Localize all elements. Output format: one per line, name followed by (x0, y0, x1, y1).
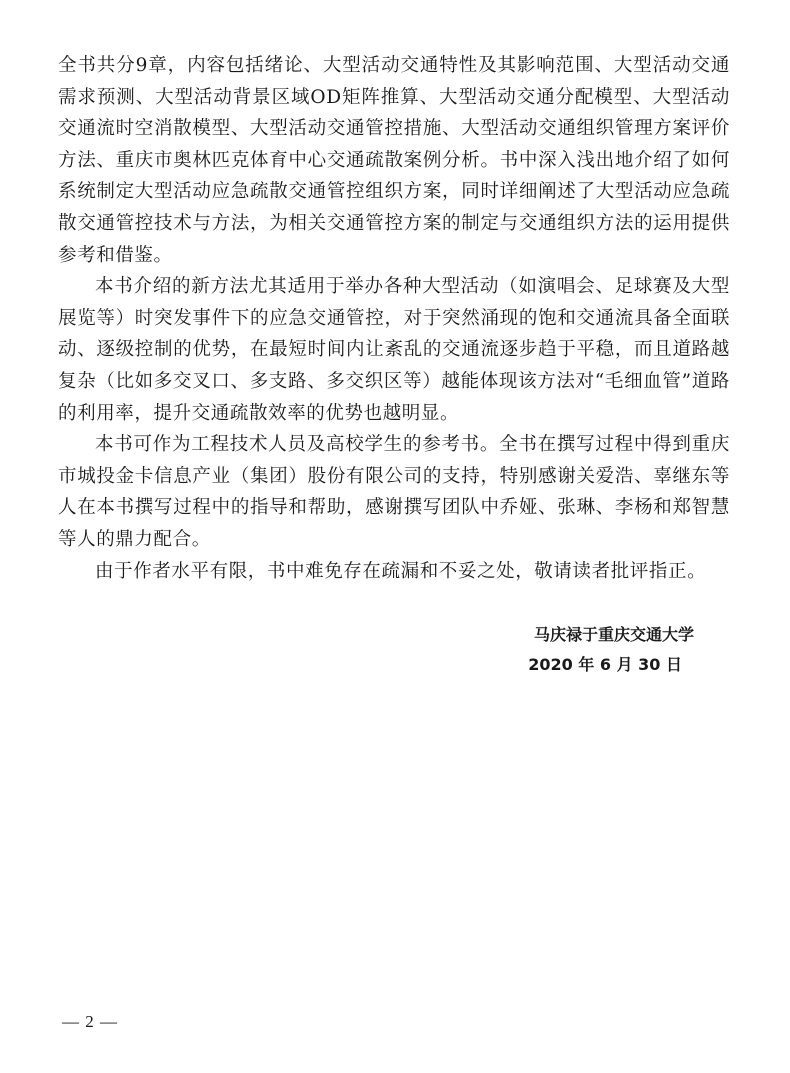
paragraph-method-applicability: 本书介绍的新方法尤其适用于举办各种大型活动（如演唱会、足球赛及大型展览等）时突发事件下的应急交通管控，对于突然涌现的饱和交通流具备全面联动、逐级控制的优势，在最短时间内让紊乱的交通流逐步趋于平稳，而且道路越复杂（比如多交叉口、多支路、多交织区等）越能体现该方法对“毛细血管”道路的利用率，提升交通疏散效率的优势也越明显。 (58, 276, 730, 424)
page-number: — 2 — (62, 1012, 118, 1031)
paragraph-acknowledgements: 本书可作为工程技术人员及高校学生的参考书。全书在撰写过程中得到重庆市城投金卡信息产业（集团）股份有限公司的支持，特别感谢关爱浩、辜继东等人在本书撰写过程中的指导和帮助，感谢撰写团队中乔娅、张琳、李杨和郑智慧等人的鼎力配合。 (58, 434, 730, 550)
signature-block (528, 620, 694, 680)
paragraph-contents-overview: 全书共分9章，内容包括绪论、大型活动交通特性及其影响范围、大型活动交通需求预测、大型活动背景区域OD矩阵推算、大型活动交通分配模型、大型活动交通流时空消散模型、大型活动交通管控措施、大型活动交通组织管理方案评价方法、重庆市奥林匹克体育中心交通疏散案例分析。书中深入浅出地介绍了如何系统制定大型活动应急疏散交通管控组织方案，同时详细阐述了大型活动应急疏散交通管控技术与方法，为相关交通管控方案的制定与交通组织方法的运用提供参考和借鉴。 (58, 55, 730, 266)
preface-body (58, 50, 730, 587)
signature-date: 2020 年 6 月 30 日 (528, 655, 682, 674)
paragraph-closing-remark: 由于作者水平有限，书中难免存在疏漏和不妥之处，敬请读者批评指正。 (95, 560, 707, 582)
signature-author: 马庆禄于重庆交通大学 (533, 625, 694, 644)
